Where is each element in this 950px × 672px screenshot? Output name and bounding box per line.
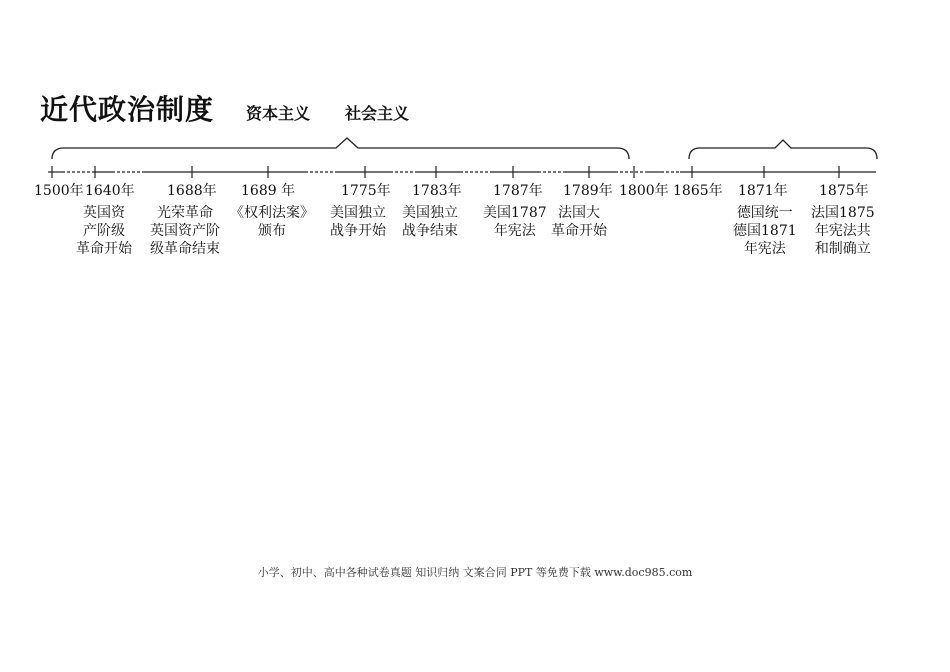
year-1871: 1871年	[738, 183, 788, 199]
brace-capitalism	[52, 138, 629, 159]
year-1500: 1500年	[34, 183, 84, 199]
event-1871: 德国统一 德国1871 年宪法	[733, 205, 797, 257]
year-1783: 1783年	[412, 183, 462, 199]
year-1865: 1865年	[673, 183, 723, 199]
event-1783: 美国独立 战争结束	[402, 205, 458, 239]
event-1787: 美国1787 年宪法	[483, 205, 547, 239]
year-1875: 1875年	[819, 183, 869, 199]
year-1775: 1775年	[341, 183, 391, 199]
event-1775: 美国独立 战争开始	[330, 205, 386, 239]
event-1640: 英国资 产阶级 革命开始	[76, 205, 132, 257]
footer-text: 小学、初中、高中各种试卷真题 知识归纳 文案合同 PPT 等免费下载 www.doc985.com	[257, 566, 693, 579]
year-1640: 1640年	[85, 183, 135, 199]
subtitle-socialism: 社会主义	[345, 104, 410, 123]
year-1800: 1800年	[619, 183, 669, 199]
event-1875: 法国1875 年宪法共 和制确立	[811, 205, 875, 257]
page-title: 近代政治制度	[40, 93, 215, 126]
year-1689: 1689 年	[241, 183, 296, 199]
event-1689: 《权利法案》 颁布	[230, 205, 314, 239]
year-1688: 1688年	[167, 183, 217, 199]
event-1789: 法国大 革命开始	[551, 205, 607, 239]
brace-later	[689, 140, 877, 159]
event-1688: 光荣革命 英国资产阶 级革命结束	[150, 205, 220, 257]
year-1789: 1789年	[563, 183, 613, 199]
year-1787: 1787年	[493, 183, 543, 199]
subtitle-capitalism: 资本主义	[246, 104, 311, 123]
